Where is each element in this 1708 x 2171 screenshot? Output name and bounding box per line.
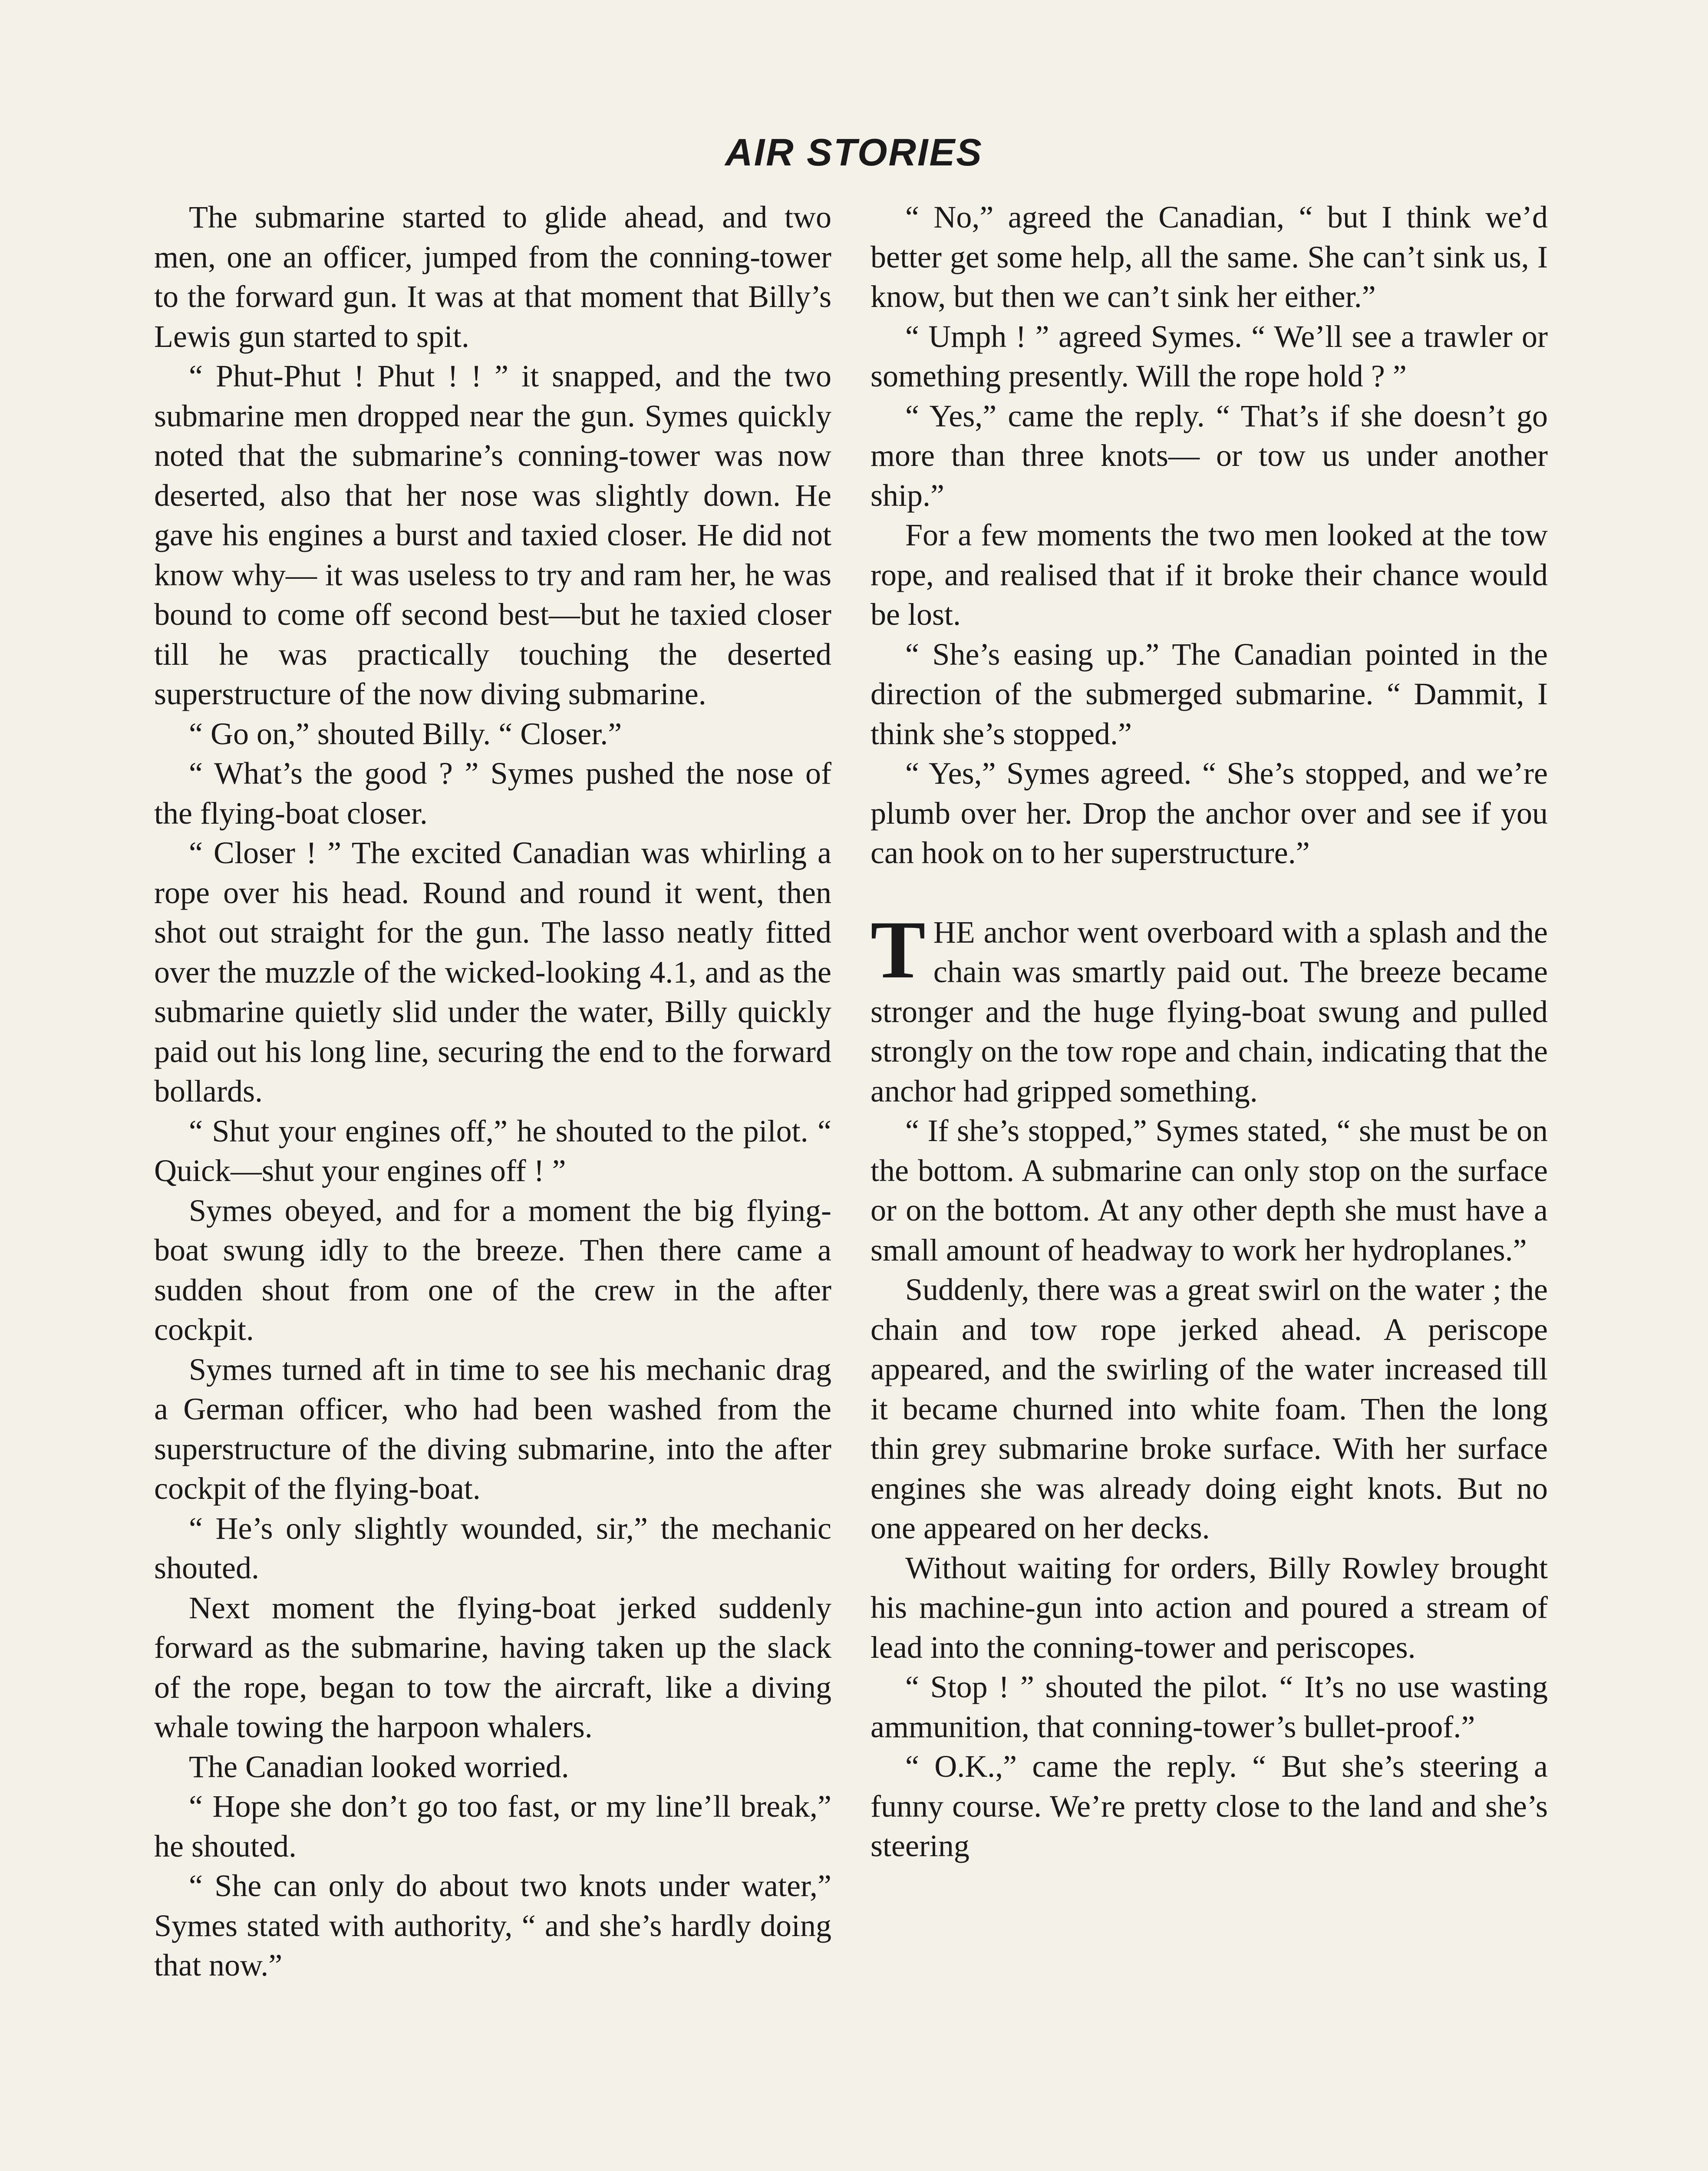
paragraph: “ Umph ! ” agreed Symes. “ We’ll see a trawler or something presently. Will the rope hold ? ” — [870, 319, 1548, 393]
running-header: AIR STORIES — [725, 131, 983, 174]
paragraph: Next moment the flying-boat jerked suddenly forward as the submarine, having taken up the slack of the rope, began to tow the aircraft, like a diving whale towing the harpoon whalers. — [154, 1590, 831, 1744]
section-opening-paragraph — [870, 904, 1548, 1112]
left-column — [154, 198, 831, 1986]
paragraph: The submarine started to glide ahead, and two men, one an officer, jumped from the conning-tower to the forward gun. It was at that moment that Billy’s Lewis gun started to spit. — [154, 200, 831, 354]
paragraph: The Canadian looked worried. — [189, 1749, 569, 1784]
paragraph: “ Yes,” Symes agreed. “ She’s stopped, and we’re plumb over her. Drop the anchor over and see if you can hook on to her superstructure.” — [870, 756, 1548, 870]
paragraph: “ Phut-Phut ! Phut ! ! ” it snapped, and the two submarine men dropped near the gun. Symes quickly noted that the submarine’s conning-tower was now deserted, also that her nose was slightly down. He gave his engines a burst and taxied closer. He did not know why— it was useless to try and ram her, he was bound to come off second best—but he taxied closer till he was practically touching the deserted superstructure of the now diving submarine. — [154, 359, 831, 711]
paragraph: “ Shut your engines off,” he shouted to the pilot. “ Quick—shut your engines off ! ” — [154, 1113, 831, 1188]
drop-cap: T — [870, 904, 926, 996]
paragraph: “ Go on,” shouted Billy. “ Closer.” — [189, 716, 622, 751]
paragraph: Suddenly, there was a great swirl on the water ; the chain and tow rope jerked ahead. A periscope appeared, and the swirling of the water increased till it became churned into white foam. Then the long thin grey submarine broke surface. With her surface engines she was already doing eight knots. But no one appeared on her decks. — [870, 1272, 1548, 1545]
paragraph: “ What’s the good ? ” Symes pushed the nose of the flying-boat closer. — [154, 756, 831, 831]
paragraph: “ O.K.,” came the reply. “ But she’s steering a funny course. We’re pretty close to the land and she’s steering — [870, 1749, 1548, 1863]
paragraph: “ Yes,” came the reply. “ That’s if she doesn’t go more than three knots— or tow us under another ship.” — [870, 398, 1548, 513]
right-column — [870, 198, 1548, 1866]
paragraph: “ She’s easing up.” The Canadian pointed in the direction of the submerged submarine. “ Dammit, I think she’s stopped.” — [870, 637, 1548, 751]
paragraph: Symes turned aft in time to see his mechanic drag a German officer, who had been washed from the superstructure of the diving submarine, into the after cockpit of the flying-boat. — [154, 1352, 831, 1506]
paragraph: “ Stop ! ” shouted the pilot. “ It’s no use wasting ammunition, that conning-tower’s bullet-proof.” — [870, 1669, 1548, 1744]
paragraph: “ If she’s stopped,” Symes stated, “ she must be on the bottom. A submarine can only stop on the surface or on the bottom. At any other depth she must have a small amount of headway to work her hydroplanes.” — [870, 1113, 1548, 1267]
opening-text: HE anchor went overboard with a splash and the chain was smartly paid out. The breeze became stronger and the huge flying-boat swung and pulled strongly on the tow rope and chain, indicating that the anchor had gripped something. — [870, 914, 1548, 1109]
paragraph: Without waiting for orders, Billy Rowley brought his machine-gun into action and poured a stream of lead into the conning-tower and periscopes. — [870, 1550, 1548, 1665]
paragraph: “ Hope she don’t go too fast, or my line’ll break,” he shouted. — [154, 1789, 831, 1864]
paragraph: “ She can only do about two knots under water,” Symes stated with authority, “ and she’s hardly doing that now.” — [154, 1868, 831, 1983]
paragraph: For a few moments the two men looked at the tow rope, and realised that if it broke their chance would be lost. — [870, 518, 1548, 632]
paragraph: “ He’s only slightly wounded, sir,” the mechanic shouted. — [154, 1511, 831, 1585]
paragraph: Symes obeyed, and for a moment the big flying-boat swung idly to the breeze. Then there came a sudden shout from one of the crew in the after cockpit. — [154, 1193, 831, 1347]
paragraph: “ Closer ! ” The excited Canadian was whirling a rope over his head. Round and round it went, then shot out straight for the gun. The lasso neatly fitted over the muzzle of the wicked-looking 4.1, and as the submarine quietly slid under the water, Billy quickly paid out his long line, securing the end to the forward bollards. — [154, 835, 831, 1109]
paragraph: “ No,” agreed the Canadian, “ but I think we’d better get some help, all the same. She can’t sink us, I know, but then we can’t sink her either.” — [870, 200, 1548, 314]
